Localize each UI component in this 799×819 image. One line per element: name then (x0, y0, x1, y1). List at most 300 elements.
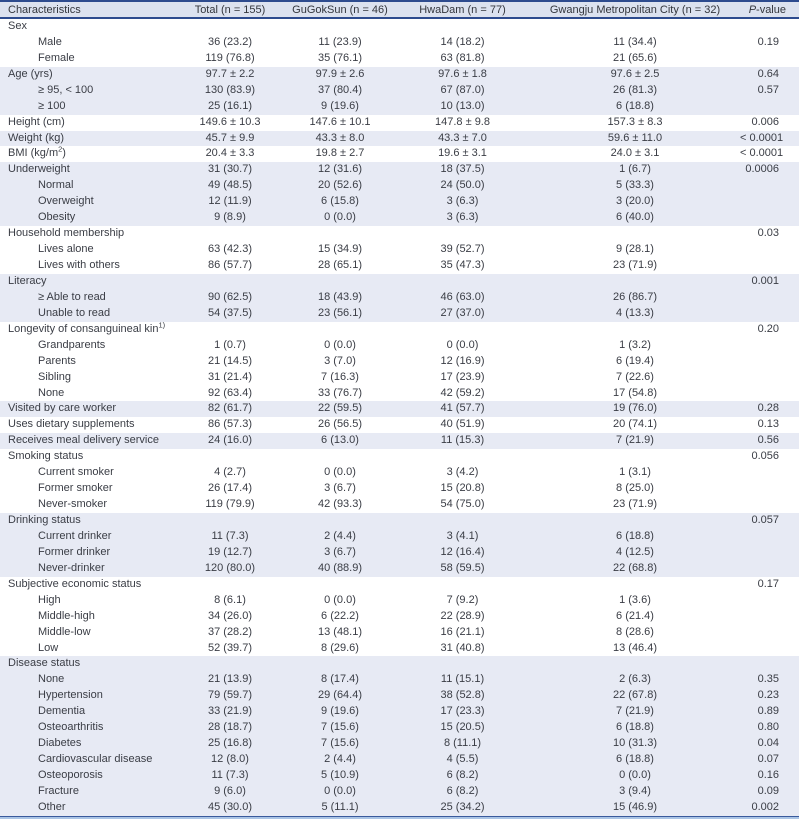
table-row (0, 99, 799, 115)
cell-hwadam: 35 (47.3) (440, 259, 485, 272)
cell-hwadam: 3 (4.1) (446, 529, 479, 542)
cell-hwadam: 42 (59.2) (440, 386, 485, 399)
table-row (0, 210, 799, 226)
table-row (0, 656, 799, 672)
row-label (0, 306, 175, 322)
cell-gugoksun (285, 449, 395, 465)
row-label (0, 131, 175, 147)
row-label (0, 577, 175, 593)
row-label (0, 83, 175, 99)
cell-hwadam (395, 577, 530, 593)
cell-pvalue (740, 481, 799, 497)
cell-total: 12 (11.9) (208, 195, 252, 208)
cell-total: 24 (16.0) (207, 434, 253, 447)
cell-gugoksun: 0 (0.0) (324, 211, 356, 224)
cell-gugoksun: 8 (29.6) (321, 641, 359, 654)
table-row (0, 672, 799, 688)
cell-gugoksun: 0 (0.0) (324, 338, 356, 351)
cell-gugoksun: 7 (15.6) (321, 721, 359, 734)
row-label-superscript: 2 (58, 146, 63, 154)
cell-total: 4 (2.7) (214, 466, 246, 479)
row-label (0, 146, 175, 162)
table-row (0, 131, 799, 147)
cell-gugoksun: 26 (56.5) (317, 418, 363, 431)
cell-pvalue: 0.19 (757, 35, 779, 48)
cell-pvalue: 0.35 (757, 673, 779, 686)
cell-pvalue: 0.64 (757, 67, 779, 80)
row-label (0, 736, 175, 752)
table-row (0, 752, 799, 768)
cell-total (175, 449, 285, 465)
cell-gwangju: 1 (6.7) (619, 163, 651, 176)
row-label-text: Unable to read (38, 306, 111, 319)
table-row (0, 561, 799, 577)
cell-hwadam: 12 (16.4) (440, 545, 485, 558)
cell-gugoksun: 3 (6.7) (324, 545, 356, 558)
row-label-text: Middle-high (38, 609, 95, 622)
cell-gwangju: 6 (40.0) (616, 211, 654, 224)
row-label-text: Male (38, 35, 62, 48)
row-label-text: Never-smoker (38, 498, 108, 511)
row-label (0, 322, 175, 338)
cell-gwangju: 6 (18.8) (616, 753, 654, 766)
row-label (0, 51, 175, 67)
row-label-text: Weight (kg) (8, 131, 65, 144)
row-label (0, 720, 175, 736)
table-row (0, 83, 799, 99)
row-label-text: Normal (38, 179, 74, 192)
row-label-text: Disease status (8, 657, 81, 670)
row-label-text: Other (38, 800, 66, 813)
cell-pvalue (740, 194, 799, 210)
cell-gugoksun: 37 (80.4) (317, 83, 363, 96)
table-row (0, 529, 799, 545)
table-row (0, 274, 799, 290)
cell-gugoksun: 2 (4.4) (324, 753, 356, 766)
row-label-text: Parents (38, 354, 76, 367)
cell-gugoksun: 15 (34.9) (317, 243, 363, 256)
cell-total: 130 (83.9) (204, 83, 256, 96)
pvalue-italic-p: P (748, 3, 757, 16)
table-header (0, 2, 799, 18)
row-label (0, 609, 175, 625)
cell-hwadam: 14 (18.2) (440, 35, 485, 48)
table-row (0, 338, 799, 354)
cell-hwadam (395, 449, 530, 465)
row-label (0, 513, 175, 529)
table-row (0, 258, 799, 274)
cell-total: 8 (6.1) (214, 593, 246, 606)
cell-total (175, 513, 285, 529)
table-row (0, 322, 799, 338)
cell-gwangju: 6 (18.8) (616, 721, 654, 734)
row-label-text: Middle-low (38, 625, 91, 638)
table-row (0, 800, 799, 816)
cell-hwadam: 54 (75.0) (440, 498, 485, 511)
cell-gugoksun: 6 (13.0) (321, 434, 359, 447)
row-label-text: Receives meal delivery service (8, 434, 159, 447)
cell-hwadam: 27 (37.0) (440, 306, 485, 319)
row-label (0, 800, 175, 816)
cell-pvalue: 0.56 (757, 434, 779, 447)
row-label (0, 545, 175, 561)
cell-gwangju: 8 (28.6) (616, 625, 654, 638)
cell-gwangju: 23 (71.9) (612, 259, 658, 272)
cell-hwadam: 6 (8.2) (446, 784, 479, 797)
row-label (0, 497, 175, 513)
cell-hwadam: 24 (50.0) (440, 179, 485, 192)
cell-total: 34 (26.0) (207, 609, 253, 622)
cell-gugoksun: 97.9 ± 2.6 (315, 67, 365, 80)
row-label-text: Osteoporosis (38, 769, 103, 782)
cell-total: 9 (6.0) (214, 784, 246, 797)
cell-gwangju: 22 (68.8) (612, 561, 658, 574)
row-label (0, 194, 175, 210)
cell-pvalue: 0.002 (751, 800, 779, 813)
cell-gwangju (530, 322, 740, 338)
table-row (0, 386, 799, 402)
cell-pvalue (740, 178, 799, 194)
cell-gwangju: 0 (0.0) (619, 769, 651, 782)
table-row (0, 641, 799, 657)
cell-gugoksun: 11 (23.9) (318, 35, 362, 48)
cell-pvalue (740, 656, 799, 672)
cell-hwadam (395, 18, 530, 35)
cell-gwangju: 59.6 ± 11.0 (607, 131, 663, 144)
cell-gwangju (530, 18, 740, 35)
col-header-gugoksun: GuGokSun (n = 46) (292, 3, 388, 16)
cell-gwangju: 26 (86.7) (612, 290, 658, 303)
cell-pvalue: < 0.0001 (740, 147, 784, 160)
cell-gugoksun: 5 (10.9) (321, 769, 359, 782)
cell-gugoksun: 13 (48.1) (317, 625, 363, 638)
cell-gwangju: 1 (3.1) (619, 466, 651, 479)
cell-gugoksun: 12 (31.6) (317, 163, 363, 176)
row-label (0, 386, 175, 402)
row-label-text: Osteoarthritis (38, 721, 104, 734)
cell-pvalue (740, 641, 799, 657)
cell-gugoksun: 40 (88.9) (317, 561, 363, 574)
row-label-text: Lives with others (38, 259, 120, 272)
row-label (0, 768, 175, 784)
cell-gwangju: 1 (3.2) (619, 338, 651, 351)
row-label-text: High (38, 593, 61, 606)
cell-total: 1 (0.7) (214, 338, 246, 351)
row-label-text: Obesity (38, 211, 76, 224)
cell-gugoksun: 5 (11.1) (321, 800, 359, 813)
cell-hwadam (395, 513, 530, 529)
cell-pvalue: 0.89 (757, 705, 779, 718)
cell-hwadam: 31 (40.8) (440, 641, 485, 654)
cell-gwangju (530, 656, 740, 672)
row-label (0, 433, 175, 449)
table-row (0, 497, 799, 513)
cell-total: 45.7 ± 9.9 (205, 131, 255, 144)
cell-total: 97.7 ± 2.2 (205, 67, 255, 80)
cell-total: 26 (17.4) (207, 482, 253, 495)
row-label-text: Visited by care worker (8, 402, 117, 415)
cell-pvalue: 0.57 (757, 83, 779, 96)
row-label-text: Height (cm) (8, 115, 65, 128)
cell-gwangju: 6 (21.4) (616, 609, 654, 622)
row-label-text: Smoking status (8, 450, 84, 463)
row-label (0, 641, 175, 657)
cell-gwangju: 10 (31.3) (612, 737, 658, 750)
cell-hwadam: 8 (11.1) (443, 737, 482, 750)
table-row (0, 688, 799, 704)
cell-gugoksun: 29 (64.4) (317, 689, 363, 702)
table-row (0, 577, 799, 593)
row-label-tail: ) (62, 147, 66, 160)
col-header-gwangju: Gwangju Metropolitan City (n = 32) (549, 3, 721, 16)
cell-pvalue: 0.057 (751, 514, 779, 527)
cell-total: 49 (48.5) (207, 179, 253, 192)
cell-hwadam: 3 (4.2) (446, 466, 479, 479)
table-row (0, 306, 799, 322)
cell-total (175, 226, 285, 242)
row-label-text: Dementia (38, 705, 86, 718)
cell-hwadam: 7 (9.2) (446, 593, 479, 606)
cell-total: 52 (39.7) (207, 641, 253, 654)
cell-hwadam (395, 226, 530, 242)
table-row (0, 720, 799, 736)
cell-gwangju: 7 (21.9) (616, 705, 654, 718)
cell-total: 25 (16.8) (207, 737, 253, 750)
cell-hwadam: 3 (6.3) (446, 195, 479, 208)
row-label (0, 115, 175, 131)
row-label-text: ≥ 100 (38, 99, 66, 112)
cell-gwangju: 97.6 ± 2.5 (610, 67, 660, 80)
cell-hwadam: 39 (52.7) (440, 243, 485, 256)
row-label (0, 338, 175, 354)
row-label-text: Former drinker (38, 545, 111, 558)
cell-gugoksun: 2 (4.4) (324, 529, 356, 542)
row-label-text: Subjective economic status (8, 577, 142, 590)
row-label (0, 688, 175, 704)
cell-total (175, 18, 285, 35)
cell-gwangju: 3 (20.0) (616, 195, 654, 208)
cell-hwadam: 22 (28.9) (440, 609, 485, 622)
row-label (0, 178, 175, 194)
row-label (0, 449, 175, 465)
table-row (0, 625, 799, 641)
cell-pvalue (740, 545, 799, 561)
row-label (0, 210, 175, 226)
cell-gugoksun (285, 577, 395, 593)
row-label-text: Female (38, 51, 75, 64)
cell-pvalue: 0.23 (757, 689, 779, 702)
row-label (0, 354, 175, 370)
cell-gugoksun: 9 (19.6) (321, 705, 359, 718)
cell-pvalue: 0.001 (751, 274, 779, 287)
characteristics-table (0, 2, 799, 816)
cell-total: 21 (13.9) (207, 673, 253, 686)
row-label (0, 593, 175, 609)
table-row (0, 768, 799, 784)
cell-pvalue (740, 561, 799, 577)
cell-total: 11 (7.3) (211, 529, 249, 542)
row-label-text: BMI (kg/m (8, 147, 59, 160)
cell-total: 79 (59.7) (207, 689, 253, 702)
table-row (0, 242, 799, 258)
cell-pvalue: 0.056 (751, 450, 779, 463)
row-label-text: Current smoker (38, 466, 114, 479)
row-label-text: Never-drinker (38, 561, 105, 574)
row-label-text: ≥ 95, < 100 (38, 83, 94, 96)
cell-gugoksun: 42 (93.3) (317, 498, 363, 511)
cell-pvalue: 0.04 (757, 737, 779, 750)
cell-gugoksun: 0 (0.0) (324, 593, 356, 606)
table-row (0, 51, 799, 67)
cell-hwadam (395, 322, 530, 338)
cell-hwadam: 63 (81.8) (440, 51, 485, 64)
table-row (0, 146, 799, 162)
cell-gugoksun: 22 (59.5) (317, 402, 363, 415)
row-label-superscript: 1) (158, 321, 166, 330)
row-label (0, 274, 175, 290)
cell-gwangju: 6 (18.8) (616, 99, 654, 112)
table-row (0, 784, 799, 800)
cell-gugoksun: 8 (17.4) (321, 673, 359, 686)
cell-hwadam: 18 (37.5) (440, 163, 485, 176)
cell-gugoksun (285, 513, 395, 529)
table-row (0, 162, 799, 178)
cell-hwadam: 147.8 ± 9.8 (435, 115, 490, 128)
cell-gugoksun: 6 (15.8) (321, 195, 359, 208)
cell-gwangju: 1 (3.6) (619, 593, 651, 606)
table-row (0, 178, 799, 194)
cell-pvalue (740, 625, 799, 641)
row-label-text: Current drinker (38, 529, 112, 542)
cell-gwangju: 4 (12.5) (616, 545, 654, 558)
cell-pvalue (740, 242, 799, 258)
cell-gugoksun: 18 (43.9) (317, 290, 363, 303)
row-label (0, 35, 175, 51)
cell-gwangju (530, 577, 740, 593)
header-row (0, 2, 799, 18)
cell-pvalue: 0.80 (757, 721, 779, 734)
cell-pvalue (740, 370, 799, 386)
cell-total: 28 (18.7) (207, 721, 253, 734)
cell-gugoksun: 33 (76.7) (317, 386, 363, 399)
cell-pvalue (740, 386, 799, 402)
cell-total (175, 274, 285, 290)
cell-pvalue: 0.28 (757, 402, 779, 415)
row-label (0, 656, 175, 672)
cell-hwadam: 19.6 ± 3.1 (438, 147, 487, 160)
cell-total (175, 656, 285, 672)
col-header-hwadam: HwaDam (n = 77) (419, 3, 506, 16)
cell-pvalue (740, 306, 799, 322)
row-label-text: Household membership (8, 227, 125, 240)
cell-total: 36 (23.2) (207, 35, 253, 48)
cell-pvalue (740, 497, 799, 513)
cell-total: 82 (61.7) (207, 402, 253, 415)
cell-total: 149.6 ± 10.3 (199, 115, 261, 128)
cell-gwangju: 3 (9.4) (619, 784, 651, 797)
cell-pvalue (740, 593, 799, 609)
cell-gugoksun: 147.6 ± 10.1 (309, 115, 371, 128)
row-label-text: Sibling (38, 370, 72, 383)
cell-gugoksun: 35 (76.1) (317, 51, 363, 64)
cell-pvalue: 0.16 (757, 769, 779, 782)
cell-gwangju: 20 (74.1) (612, 418, 658, 431)
cell-gwangju: 15 (46.9) (612, 800, 658, 813)
cell-gwangju: 23 (71.9) (612, 498, 658, 511)
cell-gugoksun: 7 (15.6) (321, 737, 359, 750)
cell-gwangju: 6 (19.4) (616, 354, 654, 367)
cell-hwadam: 46 (63.0) (440, 290, 485, 303)
cell-gwangju: 5 (33.3) (616, 179, 654, 192)
cell-gwangju (530, 449, 740, 465)
cell-gwangju: 2 (6.3) (619, 673, 651, 686)
cell-pvalue: 0.006 (751, 115, 779, 128)
table-row (0, 18, 799, 35)
cell-gwangju: 19 (76.0) (612, 402, 658, 415)
row-label (0, 290, 175, 306)
cell-gwangju: 22 (67.8) (612, 689, 658, 702)
cell-gugoksun: 6 (22.2) (321, 609, 359, 622)
row-label (0, 481, 175, 497)
row-label-text: Sex (8, 20, 27, 32)
cell-pvalue: 0.17 (757, 577, 779, 590)
col-header-characteristics: Characteristics (8, 3, 81, 16)
row-label-text: Overweight (38, 195, 94, 208)
cell-total: 54 (37.5) (207, 306, 253, 319)
cell-gwangju: 24.0 ± 3.1 (610, 147, 660, 160)
cell-total: 120 (80.0) (204, 561, 256, 574)
cell-pvalue (740, 338, 799, 354)
row-label-text: Diabetes (38, 737, 82, 750)
table-row (0, 704, 799, 720)
cell-pvalue (740, 465, 799, 481)
table-row (0, 449, 799, 465)
cell-gwangju: 26 (81.3) (612, 83, 658, 96)
cell-hwadam: 3 (6.3) (446, 211, 479, 224)
cell-gwangju (530, 226, 740, 242)
cell-pvalue: 0.03 (757, 227, 779, 240)
cell-total: 25 (16.1) (207, 99, 253, 112)
cell-total: 92 (63.4) (207, 386, 253, 399)
cell-pvalue (740, 99, 799, 115)
cell-gugoksun: 19.8 ± 2.7 (315, 147, 365, 160)
col-header-pvalue (740, 2, 799, 18)
cell-gugoksun: 0 (0.0) (324, 784, 356, 797)
table-row (0, 736, 799, 752)
row-label-text: Literacy (8, 274, 47, 287)
cell-pvalue (740, 258, 799, 274)
cell-total: 119 (79.9) (205, 498, 255, 511)
row-label-text: Low (38, 641, 59, 654)
table-row (0, 609, 799, 625)
cell-gugoksun (285, 322, 395, 338)
row-label (0, 370, 175, 386)
cell-gwangju: 8 (25.0) (616, 482, 654, 495)
table-row (0, 290, 799, 306)
cell-gwangju: 17 (54.8) (612, 386, 658, 399)
cell-gugoksun: 0 (0.0) (324, 466, 356, 479)
cell-total: 20.4 ± 3.3 (205, 147, 255, 160)
cell-hwadam: 67 (87.0) (440, 83, 485, 96)
cell-hwadam: 17 (23.9) (440, 370, 485, 383)
row-label-text: Cardiovascular disease (38, 753, 153, 766)
cell-gwangju: 11 (34.4) (613, 35, 657, 48)
cell-total: 9 (8.9) (214, 211, 246, 224)
row-label-text: ≥ Able to read (38, 290, 106, 303)
cell-total: 33 (21.9) (207, 705, 253, 718)
pvalue-rest: -value (756, 3, 786, 16)
cell-hwadam: 97.6 ± 1.8 (438, 67, 487, 80)
